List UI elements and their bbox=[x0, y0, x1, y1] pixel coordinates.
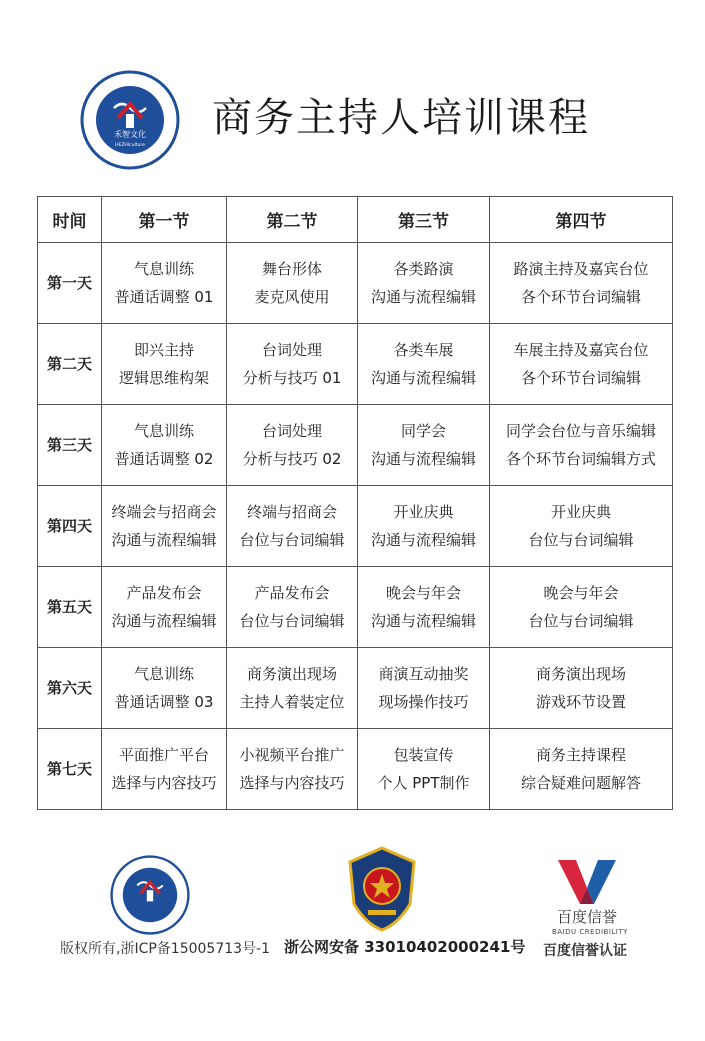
session-topic: 晚会与年会 bbox=[543, 584, 619, 602]
session-cell bbox=[102, 243, 227, 324]
day-label: 第三天 bbox=[38, 405, 102, 486]
session-topic: 终端会与招商会 bbox=[111, 503, 217, 521]
table-row bbox=[38, 567, 673, 648]
svg-text:禾智文化: 禾智文化 bbox=[114, 130, 146, 139]
session-cell bbox=[102, 486, 227, 567]
session-cell bbox=[490, 243, 673, 324]
session-detail: 麦克风使用 bbox=[254, 288, 330, 306]
session-topic: 气息训练 bbox=[133, 422, 194, 440]
column-header-session: 第三节 bbox=[358, 197, 490, 243]
session-topic: 台词处理 bbox=[261, 422, 322, 440]
session-cell bbox=[227, 243, 358, 324]
session-detail: 各个环节台词编辑 bbox=[520, 369, 641, 387]
session-cell bbox=[358, 567, 490, 648]
session-cell bbox=[102, 648, 227, 729]
hezhi-culture-logo-icon bbox=[110, 855, 190, 935]
session-detail: 各个环节台词编辑 bbox=[520, 288, 641, 306]
police-emblem-icon bbox=[342, 844, 422, 934]
session-detail: 选择与内容技巧 bbox=[111, 774, 217, 792]
session-cell bbox=[358, 486, 490, 567]
day-label: 第二天 bbox=[38, 324, 102, 405]
session-topic: 商演互动抽奖 bbox=[378, 665, 469, 683]
session-topic: 开业庆典 bbox=[550, 503, 611, 521]
session-topic: 路演主持及嘉宾台位 bbox=[513, 260, 649, 278]
session-topic: 同学会台位与音乐编辑 bbox=[505, 422, 656, 440]
session-topic: 即兴主持 bbox=[133, 341, 194, 359]
table-row bbox=[38, 486, 673, 567]
session-detail: 沟通与流程编辑 bbox=[370, 531, 476, 549]
session-detail: 游戏环节设置 bbox=[535, 693, 626, 711]
session-cell bbox=[490, 648, 673, 729]
table-header-row bbox=[38, 197, 673, 243]
hezhi-culture-logo-icon bbox=[80, 70, 180, 170]
session-detail: 分析与技巧 02 bbox=[242, 450, 342, 468]
police-record-text: 浙公网安备 33010402000241号 bbox=[284, 938, 526, 956]
session-detail: 沟通与流程编辑 bbox=[370, 369, 476, 387]
table-row bbox=[38, 324, 673, 405]
session-detail: 沟通与流程编辑 bbox=[370, 288, 476, 306]
baidu-credibility-name: 百度信誉 bbox=[557, 908, 618, 926]
baidu-credibility-en: BAIDU CREDIBILITY bbox=[552, 928, 628, 936]
table-row bbox=[38, 729, 673, 810]
session-detail: 台位与台词编辑 bbox=[239, 531, 345, 549]
session-detail: 选择与内容技巧 bbox=[239, 774, 345, 792]
day-label: 第一天 bbox=[38, 243, 102, 324]
column-header-session: 第一节 bbox=[102, 197, 227, 243]
column-header-session: 第四节 bbox=[490, 197, 673, 243]
session-topic: 平面推广平台 bbox=[118, 746, 209, 764]
session-detail: 沟通与流程编辑 bbox=[111, 612, 217, 630]
session-detail: 台位与台词编辑 bbox=[239, 612, 345, 630]
session-topic: 产品发布会 bbox=[126, 584, 202, 602]
session-topic: 商务演出现场 bbox=[535, 665, 626, 683]
session-cell bbox=[358, 648, 490, 729]
session-cell bbox=[490, 324, 673, 405]
session-cell bbox=[358, 405, 490, 486]
session-detail: 台位与台词编辑 bbox=[528, 612, 634, 630]
session-cell bbox=[358, 243, 490, 324]
session-cell bbox=[490, 486, 673, 567]
session-cell bbox=[227, 729, 358, 810]
session-topic: 商务主持课程 bbox=[535, 746, 626, 764]
session-cell bbox=[358, 729, 490, 810]
session-cell bbox=[227, 486, 358, 567]
page-footer bbox=[0, 840, 705, 1000]
baidu-credibility-label: 百度信誉认证 bbox=[543, 943, 627, 959]
session-topic: 终端与招商会 bbox=[246, 503, 337, 521]
svg-text:HEZHIculture: HEZHIculture bbox=[115, 143, 145, 148]
session-topic: 气息训练 bbox=[133, 665, 194, 683]
day-label: 第五天 bbox=[38, 567, 102, 648]
session-topic: 台词处理 bbox=[261, 341, 322, 359]
course-schedule-table bbox=[37, 196, 673, 810]
session-cell bbox=[102, 405, 227, 486]
session-detail: 普通话调整 02 bbox=[114, 450, 214, 468]
session-detail: 个人 PPT制作 bbox=[377, 774, 470, 792]
session-detail: 现场操作技巧 bbox=[378, 693, 469, 711]
session-detail: 沟通与流程编辑 bbox=[370, 450, 476, 468]
session-detail: 普通话调整 03 bbox=[114, 693, 214, 711]
session-detail: 主持人着装定位 bbox=[239, 693, 345, 711]
table-row bbox=[38, 243, 673, 324]
session-detail: 沟通与流程编辑 bbox=[370, 612, 476, 630]
session-topic: 各类车展 bbox=[393, 341, 454, 359]
session-topic: 同学会 bbox=[400, 422, 446, 440]
session-cell bbox=[490, 567, 673, 648]
session-detail: 分析与技巧 01 bbox=[242, 369, 342, 387]
session-detail: 综合疑难问题解答 bbox=[520, 774, 641, 792]
session-detail: 沟通与流程编辑 bbox=[111, 531, 217, 549]
session-topic: 包装宣传 bbox=[393, 746, 454, 764]
copyright-text: 版权所有,浙ICP备15005713号-1 bbox=[60, 941, 271, 957]
session-topic: 各类路演 bbox=[393, 260, 454, 278]
table-row bbox=[38, 648, 673, 729]
session-topic: 晚会与年会 bbox=[385, 584, 461, 602]
page-header bbox=[0, 0, 705, 190]
session-cell bbox=[490, 729, 673, 810]
day-label: 第七天 bbox=[38, 729, 102, 810]
session-detail: 逻辑思维构架 bbox=[118, 369, 209, 387]
column-header-session: 第二节 bbox=[227, 197, 358, 243]
session-topic: 舞台形体 bbox=[261, 260, 322, 278]
session-cell bbox=[227, 567, 358, 648]
session-cell bbox=[102, 729, 227, 810]
baidu-credibility-icon bbox=[556, 858, 618, 906]
session-detail: 台位与台词编辑 bbox=[528, 531, 634, 549]
session-topic: 小视频平台推广 bbox=[239, 746, 345, 764]
page-title: 商务主持人培训课程 bbox=[212, 95, 590, 141]
session-detail: 各个环节台词编辑方式 bbox=[505, 450, 656, 468]
column-header-time: 时间 bbox=[38, 197, 102, 243]
session-topic: 车展主持及嘉宾台位 bbox=[513, 341, 649, 359]
day-label: 第六天 bbox=[38, 648, 102, 729]
session-cell bbox=[358, 324, 490, 405]
session-cell bbox=[490, 405, 673, 486]
session-cell bbox=[102, 324, 227, 405]
session-topic: 商务演出现场 bbox=[246, 665, 337, 683]
table-row bbox=[38, 405, 673, 486]
session-cell bbox=[102, 567, 227, 648]
session-cell bbox=[227, 405, 358, 486]
session-topic: 产品发布会 bbox=[254, 584, 330, 602]
session-cell bbox=[227, 324, 358, 405]
day-label: 第四天 bbox=[38, 486, 102, 567]
session-topic: 开业庆典 bbox=[393, 503, 454, 521]
session-topic: 气息训练 bbox=[133, 260, 194, 278]
session-detail: 普通话调整 01 bbox=[114, 288, 214, 306]
session-cell bbox=[227, 648, 358, 729]
